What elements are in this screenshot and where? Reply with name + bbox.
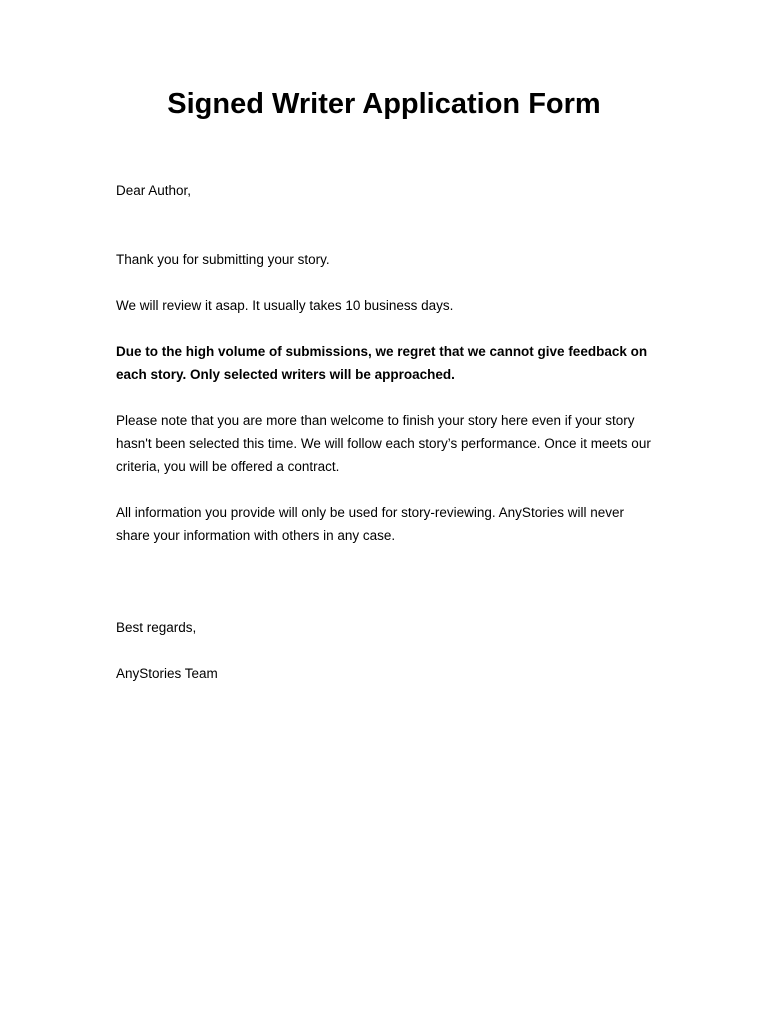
privacy-paragraph: All information you provide will only be used for story-reviewing. AnyStories will never share your information with others in any case. xyxy=(116,505,624,543)
signature-line: AnyStories Team xyxy=(116,666,218,681)
greeting-line: Dear Author, xyxy=(116,183,192,198)
document-title: Signed Writer Application Form xyxy=(167,88,601,120)
note-paragraph: Please note that you are more than welcome to finish your story here even if your story hasn't been selected this time. We will follow each story’s performance. Once it meets our criteria, you will be offered a contract. xyxy=(116,413,651,474)
closing-line: Best regards, xyxy=(116,620,197,635)
review-paragraph: We will review it asap. It usually takes 10 business days. xyxy=(116,298,454,313)
notice-paragraph: Due to the high volume of submissions, we regret that we cannot give feedback on each story. Only selected writers will be approached. xyxy=(116,344,648,382)
thanks-paragraph: Thank you for submitting your story. xyxy=(116,252,330,267)
